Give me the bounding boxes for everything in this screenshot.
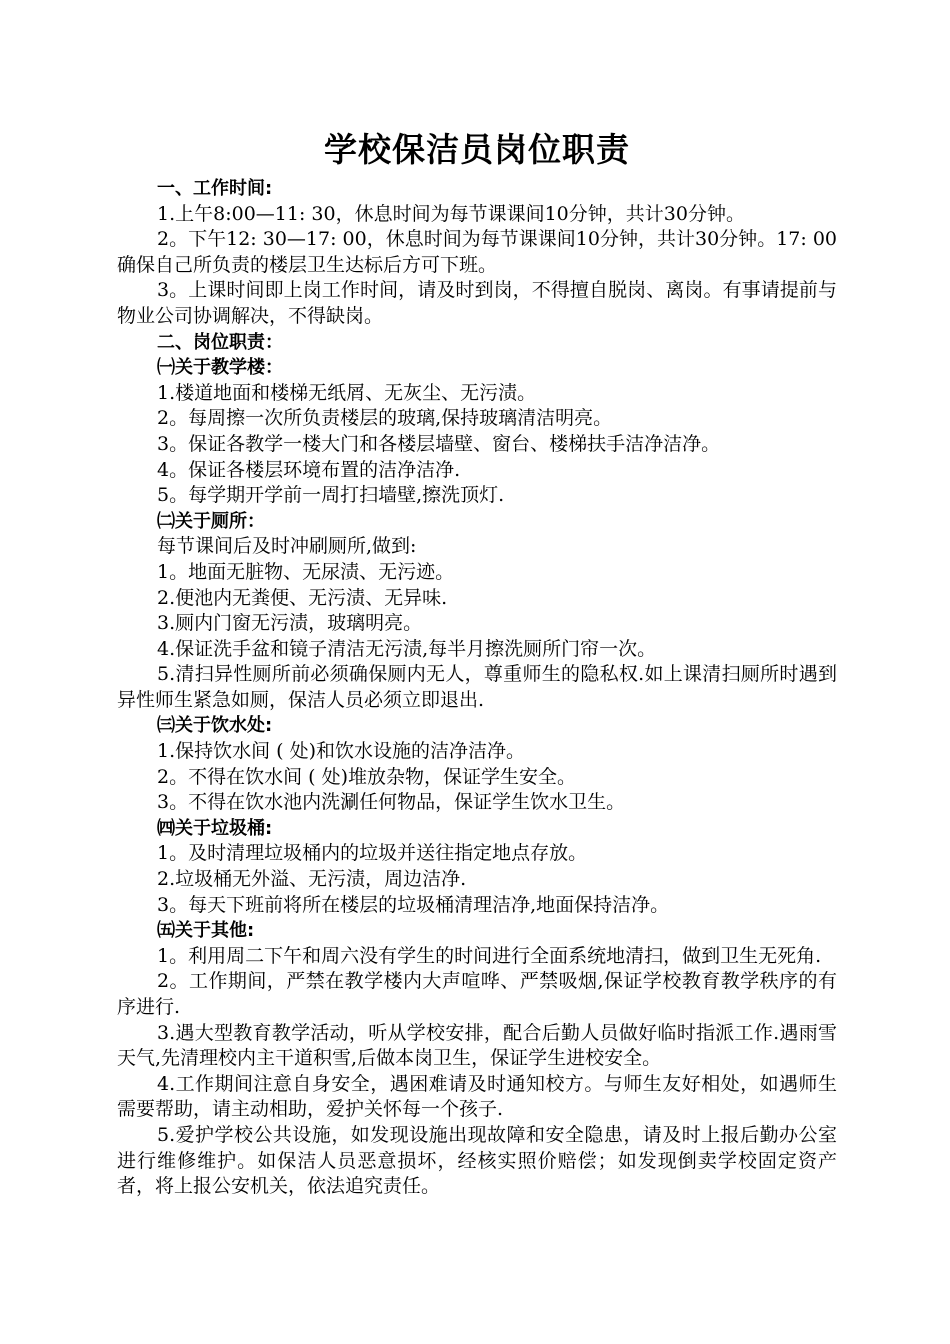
list-item: 2.垃圾桶无外溢、无污渍，周边洁净. [157, 868, 467, 891]
list-item: 1.楼道地面和楼梯无纸屑、无灰尘、无污渍。 [157, 381, 537, 404]
list-item: 1。地面无脏物、无尿渍、无污迹。 [157, 560, 455, 583]
list-item: 3。保证各教学一楼大门和各楼层墙壁、窗台、楼梯扶手洁净洁净。 [157, 432, 721, 455]
list-item: 5.清扫异性厕所前必须确保厕内无人，尊重师生的隐私权.如上课清扫厕所时遇到异性师生紧急如厕，保洁人员必须立即退出. [117, 663, 837, 711]
section-heading-work-time: 一、工作时间: [157, 178, 273, 199]
paragraph: 2。下午12: 30—17: 00，休息时间为每节课课间10分钟，共计30分钟。17: 00确保自己所负责的楼层卫生达标后方可下班。 [117, 228, 837, 276]
subsection-heading-toilet: ㈡关于厕所： [157, 510, 265, 532]
list-item: 2。不得在饮水间 ( 处)堆放杂物，保证学生安全。 [157, 765, 576, 788]
list-item: 4。保证各楼层环境布置的洁净洁净. [157, 458, 461, 481]
paragraph: 每节课间后及时冲刷厕所,做到: [157, 535, 417, 558]
list-item: 4.保证洗手盆和镜子清洁无污渍,每半月擦洗厕所门帘一次。 [157, 637, 657, 660]
section-heading-duties: 二、岗位职责： [157, 331, 283, 353]
paragraph: 3。上课时间即上岗工作时间，请及时到岗，不得擅自脱岗、离岗。有事请提前与物业公司协调解决，不得缺岗。 [117, 279, 837, 327]
list-item: 1。及时清理垃圾桶内的垃圾并送往指定地点存放。 [157, 842, 588, 865]
list-item: 2.便池内无粪便、无污渍、无异味. [157, 586, 448, 609]
list-item: 4.工作期间注意自身安全，遇困难请及时通知校方。与师生友好相处，如遇师生需要帮助，请主动相助，爱护关怀每一个孩子. [117, 1072, 837, 1121]
list-item: 3.厕内门窗无污渍，玻璃明亮。 [157, 612, 423, 635]
paragraph: 1.上午8:00—11: 30，休息时间为每节课课间10分钟，共计30分钟。 [157, 202, 745, 225]
list-item: 2。每周擦一次所负责楼层的玻璃,保持玻璃清洁明亮。 [157, 407, 613, 430]
document-page [117, 128, 837, 1200]
list-item: 1。利用周二下午和周六没有学生的时间进行全面系统地清扫，做到卫生无死角. [157, 944, 822, 967]
list-item: 2。工作期间，严禁在教学楼内大声喧哗、严禁吸烟,保证学校教育教学秩序的有序进行. [117, 970, 837, 1018]
list-item: 3。每天下班前将所在楼层的垃圾桶清理洁净,地面保持洁净。 [157, 893, 670, 916]
subsection-heading-water: ㈢关于饮水处: [157, 715, 273, 737]
subsection-heading-trash: ㈣关于垃圾桶: [157, 817, 273, 839]
list-item: 5.爱护学校公共设施，如发现设施出现故障和安全隐患，请及时上报后勤办公室进行维修维护。如保洁人员恶意损坏，经核实照价赔偿；如发现倒卖学校固定资产者，将上报公安机关，依法追究责任。 [117, 1123, 837, 1198]
subsection-heading-teaching-building: ㈠关于教学楼： [157, 357, 283, 379]
list-item: 3。不得在饮水池内洗涮任何物品，保证学生饮水卫生。 [157, 791, 626, 814]
document-title: 学校保洁员岗位职责 [324, 130, 630, 169]
list-item: 5。每学期开学前一周打扫墙壁,擦洗顶灯. [157, 484, 505, 507]
list-item: 1.保持饮水间 ( 处)和饮水设施的洁净洁净。 [157, 740, 526, 763]
list-item: 3.遇大型教育教学活动，听从学校安排，配合后勤人员做好临时指派工作.遇雨雪天气,先清理校内主干道积雪,后做本岗卫生，保证学生进校安全。 [117, 1021, 837, 1070]
subsection-heading-other: ㈤关于其他: [157, 920, 255, 942]
